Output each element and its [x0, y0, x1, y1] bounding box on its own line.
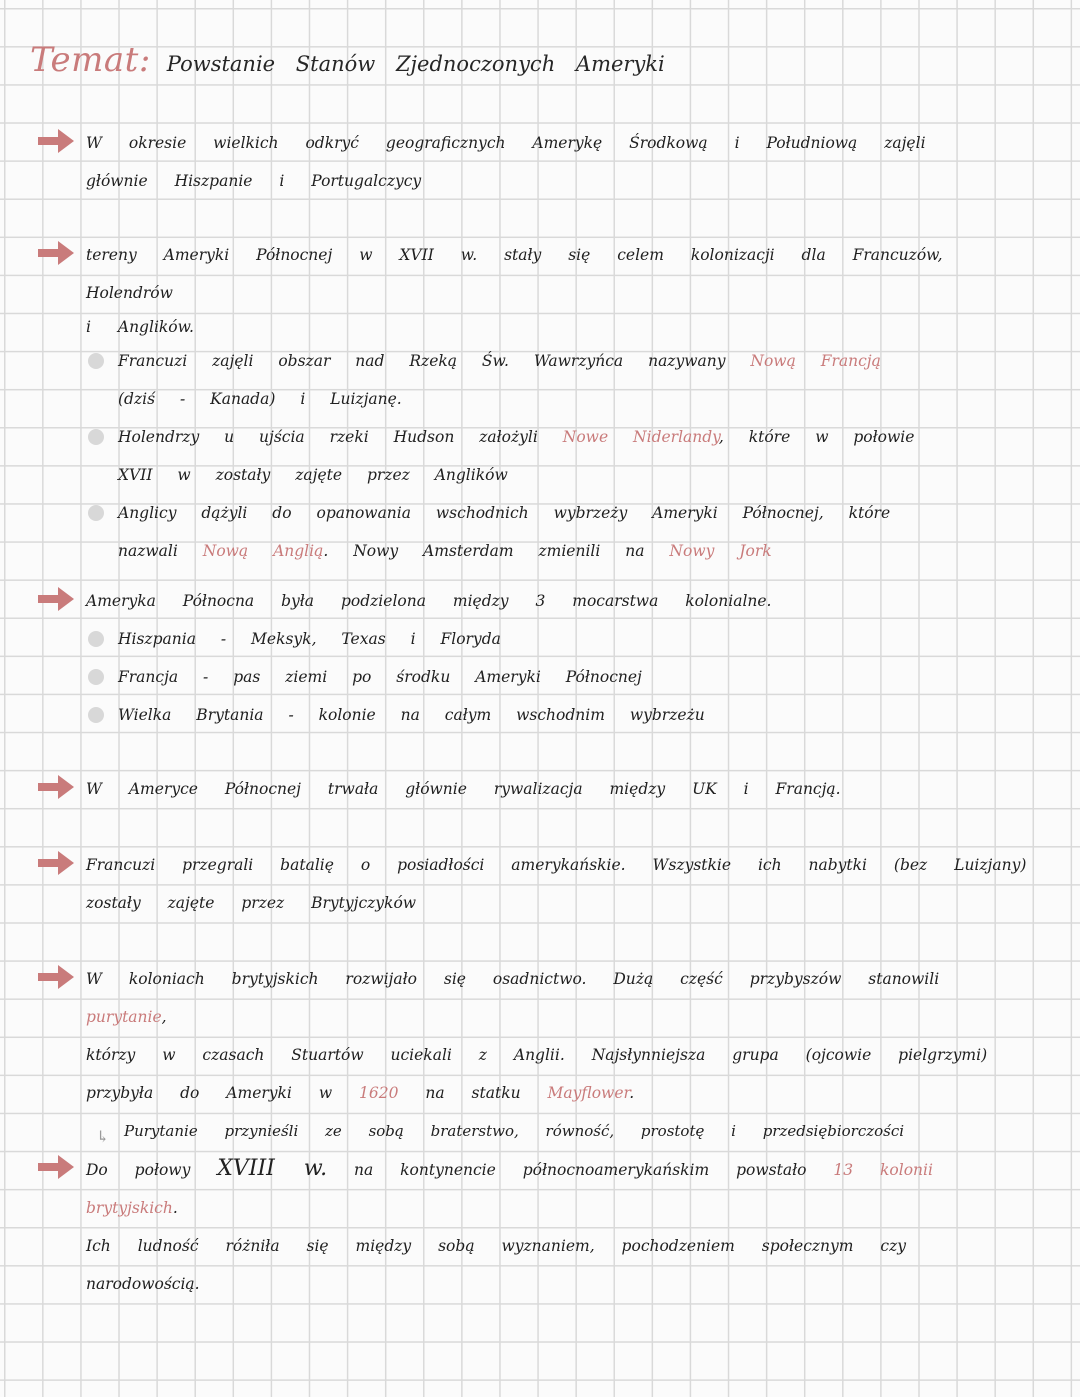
section-5-text: [86, 846, 1046, 922]
text-line: (dziś - Kanada) i Luizjanę.: [118, 390, 402, 408]
section-6: [36, 960, 1046, 1150]
text-line: tereny Ameryki Północnej w XVII w. stały się celem kolonizacji dla Francuzów, Holendrów: [86, 246, 943, 302]
arrow-right-icon: [36, 126, 76, 156]
section-2-text: [86, 236, 1046, 342]
text-line: przybyła do Ameryki w 1620 na statku Mayflower.: [86, 1084, 635, 1102]
text-line: Francuzi przegrali batalię o posiadłości amerykańskie. Wszystkie ich nabytki (bez Luizjany): [86, 856, 1027, 874]
arrow-right-icon: [36, 848, 76, 878]
text-line: W Ameryce Północnej trwała głównie rywalizacja między UK i Francją.: [86, 780, 841, 798]
section-3: [36, 582, 1046, 734]
corner-arrow-icon: ↳: [96, 1127, 110, 1146]
arrow-right-icon: [36, 772, 76, 802]
list-item: Francja - pas ziemi po środku Ameryki Północnej: [88, 658, 1046, 696]
highlight: 1620: [359, 1084, 399, 1102]
text-line: narodowością.: [86, 1275, 200, 1293]
section-2: [36, 236, 1046, 570]
highlight: Nowy Jork: [669, 542, 772, 560]
list-item: [88, 342, 1046, 418]
highlight: Nową Francją: [750, 352, 881, 370]
section-6-text: [86, 960, 1046, 1112]
section-2-bullets: [88, 342, 1046, 570]
text-line: Francuzi zajęli obszar nad Rzeką Św. Wawrzyńca nazywany Nową Francją: [118, 352, 881, 370]
bullet-dot-icon: [88, 669, 104, 685]
text-line: W okresie wielkich odkryć geograficznych Amerykę Środkową i Południową zajęli: [86, 134, 926, 152]
highlight: purytanie: [86, 1008, 162, 1026]
highlight: Nowe Niderlandy: [562, 428, 719, 446]
text-line: Do połowy XVIII w. na kontynencie północnoamerykańskim powstało 13 kolonii brytyjskich.: [86, 1156, 933, 1217]
section-4-text: [86, 770, 1046, 808]
list-item: Wielka Brytania - kolonie na całym wschodnim wybrzeżu: [88, 696, 1046, 734]
text-line: W koloniach brytyjskich rozwijało się osadnictwo. Dużą część przybyszów stanowili purytanie,: [86, 970, 940, 1026]
text-line: i Anglików.: [86, 318, 194, 336]
bullet-dot-icon: [88, 631, 104, 647]
text-line: nazwali Nową Anglią. Nowy Amsterdam zmienili na Nowy Jork: [118, 542, 772, 560]
title-row: [30, 40, 665, 90]
list-item: Hiszpania - Meksyk, Texas i Floryda: [88, 620, 1046, 658]
text-line: XVII w zostały zajęte przez Anglików: [118, 466, 508, 484]
bullet-dot-icon: [88, 505, 104, 521]
section-4: [36, 770, 1046, 808]
arrow-right-icon: [36, 238, 76, 268]
text-line: głównie Hiszpanie i Portugalczycy: [86, 172, 422, 190]
bullet-dot-icon: [88, 429, 104, 445]
section-1-text: [86, 124, 1046, 200]
text-line: Anglicy dążyli do opanowania wschodnich wybrzeży Ameryki Północnej, które: [118, 504, 891, 522]
section-7-text: [86, 1150, 1046, 1303]
arrow-right-icon: [36, 584, 76, 614]
bullet-dot-icon: [88, 353, 104, 369]
section-7: [36, 1150, 1046, 1303]
section-5: [36, 846, 1046, 922]
section-3-bullets: [88, 620, 1046, 734]
text-line: zostały zajęte przez Brytyjczyków: [86, 894, 417, 912]
century: XVIII w.: [217, 1156, 328, 1181]
text-line: Holendrzy u ujścia rzeki Hudson założyli Nowe Niderlandy, które w połowie: [118, 428, 915, 446]
bullet-dot-icon: [88, 707, 104, 723]
text-line: Ich ludność różniła się między sobą wyznaniem, pochodzeniem społecznym czy: [86, 1237, 907, 1255]
list-item: [88, 494, 1046, 570]
list-item: [88, 418, 1046, 494]
section-1: [36, 124, 1046, 200]
highlight: 13 kolonii brytyjskich: [86, 1161, 933, 1217]
title-label: Temat:: [30, 40, 151, 80]
highlight: Nową Anglią: [202, 542, 324, 560]
text-line: Ameryka Północna była podzielona między 3 mocarstwa kolonialne.: [86, 592, 772, 610]
page-title: Powstanie Stanów Zjednoczonych Ameryki: [166, 52, 665, 76]
sub-note: ↳ Purytanie przynieśli ze sobą braterstwo, równość, prostotę i przedsiębiorczości: [88, 1112, 1046, 1150]
highlight: Mayflower: [547, 1084, 630, 1102]
arrow-right-icon: [36, 962, 76, 992]
arrow-right-icon: [36, 1152, 76, 1182]
text-line: którzy w czasach Stuartów uciekali z Anglii. Najsłynniejsza grupa (ojcowie pielgrzymi): [86, 1046, 988, 1064]
section-3-text: [86, 582, 1046, 620]
